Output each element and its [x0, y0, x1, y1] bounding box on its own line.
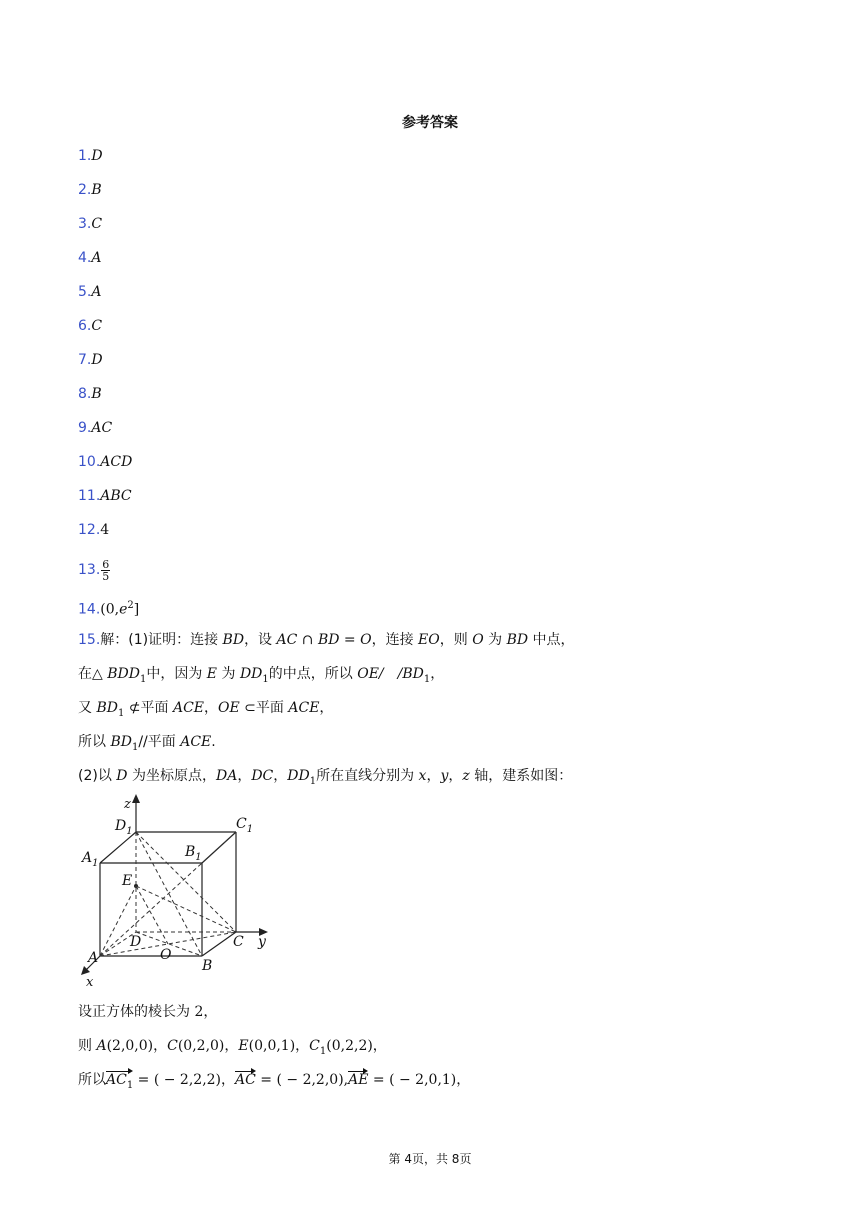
label-z: z	[124, 797, 131, 812]
label-a: A	[88, 950, 99, 966]
vector-ac: AC	[235, 1072, 256, 1088]
label-c1: $C_1$	[236, 816, 254, 835]
cube-figure	[78, 792, 278, 988]
label-x: x	[86, 975, 94, 988]
label-o: O	[160, 947, 172, 963]
answer-5: 5.A	[78, 284, 102, 300]
answer-8: 8.B	[78, 386, 102, 402]
solution-line-4: 所以 $BD_1//$平面 ACE.	[78, 734, 216, 753]
answer-12: 12.4	[78, 522, 110, 538]
label-e: E	[122, 873, 133, 889]
answer-3: 3.C	[78, 216, 103, 232]
page-title: 参考答案	[402, 115, 458, 131]
answer-10: 10.ACD	[78, 454, 133, 470]
edge-b-c	[202, 932, 236, 956]
vector-ac1: $AC_1$	[106, 1070, 133, 1096]
answer-4: 4.A	[78, 250, 102, 266]
label-d: D	[130, 934, 142, 950]
label-a1: $A_1$	[82, 850, 99, 869]
answer-7: 7.D	[78, 352, 103, 368]
fraction: $\frac{6}{5}$	[102, 557, 110, 583]
solution-line-6: 设正方体的棱长为 2，	[78, 1004, 218, 1020]
diag-a-c1	[100, 832, 236, 956]
label-y: y	[258, 934, 266, 950]
answer-2: 2.B	[78, 182, 102, 198]
solution-line-7: 则 A(2,0,0)，C(0,2,0)，E(0,0,1)，$C_1(0,2,2)$，	[78, 1038, 387, 1057]
answer-14: $14.(0,e^2]$	[78, 600, 140, 618]
answer-11: 11.ABC	[78, 488, 132, 504]
solution-line-2: 在△ $BDD_1$中，因为 E 为 $DD_1$的中点，所以 OE/ $/BD_1$，	[78, 666, 445, 685]
vector-ae: AE	[348, 1072, 369, 1088]
label-c: C	[233, 934, 244, 950]
page-footer: 第 4页，共 8页	[388, 1152, 472, 1166]
z-arrow-icon	[132, 794, 140, 803]
solution-line-5: (2)以 D 为坐标原点，DA，DC，$DD_1$所在直线分别为 x，y，z 轴，建系如图：	[78, 768, 573, 787]
solution-line-1: 15.解：(1)证明：连接 BD，设 AC ∩ BD = O，连接 EO，则 O 为 BD 中点，	[78, 632, 575, 648]
answer-1: 1.D	[78, 148, 103, 164]
answer-13: 13. $\frac{6}{5}$	[78, 557, 110, 583]
label-b: B	[202, 958, 213, 974]
label-d1: $D_1$	[115, 818, 133, 837]
answer-6: 6.C	[78, 318, 103, 334]
solution-line-8: 所以$AC_1$ = ( − 2,2,2)，AC = ( − 2,2,0),AE = ( − 2,0,1)，	[78, 1070, 470, 1096]
solution-line-3: 又 $BD_1$ ⊄平面 ACE，OE ⊂平面 ACE，	[78, 700, 334, 719]
answer-9: 9.AC	[78, 420, 113, 436]
label-b1: $B_1$	[185, 844, 202, 863]
